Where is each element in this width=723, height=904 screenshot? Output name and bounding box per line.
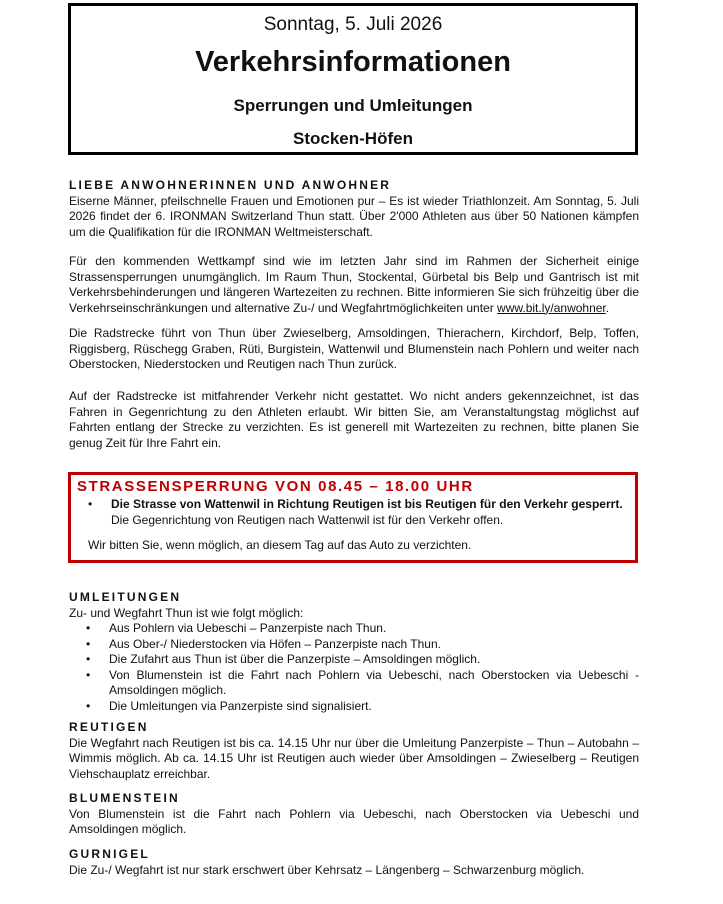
bullet-icon: • [86,667,91,682]
closure-title: STRASSENSPERRUNG VON 08.45 – 18.00 UHR [77,478,474,495]
reutigen-section [69,720,639,782]
intro-paragraph-2 [69,254,639,316]
intro-section [69,178,639,240]
bullet-icon: • [86,621,91,635]
event-date: Sonntag, 5. Juli 2026 [263,14,443,35]
intro-heading: LIEBE ANWOHNERINNEN UND ANWOHNER [69,178,392,192]
gurnigel-heading: GURNIGEL [69,847,150,861]
detours-heading: UMLEITUNGEN [69,590,182,604]
closure-item [71,497,631,528]
intro-paragraph-4: Auf der Radstrecke ist mitfahrender Verkehr nicht gestattet. Wo nicht anders gekennzeichnet, ist das Fahren in Gegenrichtung zu den Athleten erlaubt. Wir bitten Sie, am Veranstaltungstag möglichst auf Fahrten entlang der Strecke zu verzichten. Es ist generell mit Wartezeiten zu rechnen, bitte planen Sie genug Zeit für Ihre Fahrt ein. [69,389,639,450]
bullet-icon: • [86,636,91,651]
bullet-icon: • [88,497,93,511]
detours-intro: Zu- und Wegfahrt Thun ist wie folgt möglich: [69,605,304,620]
reutigen-text: Die Wegfahrt nach Reutigen ist bis ca. 14.15 Uhr nur über die Umleitung Panzerpiste – Thun – Autobahn – Wimmis möglich. Ab ca. 14.15 Uhr ist Reutigen auch wieder über Amsoldingen – Zwieselberg – Reutigen Viehschauplatz erreichbar. [69,735,639,781]
gurnigel-text: Die Zu-/ Wegfahrt ist nur stark erschwert über Kehrsatz – Längenberg – Schwarzenburg möglich. [69,862,585,877]
closure-normal-text: Die Gegenrichtung von Reutigen nach Wattenwil ist für den Verkehr offen. [111,512,504,527]
anwohner-link[interactable]: www.bit.ly/anwohner [497,300,606,315]
list-item: • Die Umleitungen via Panzerpiste sind signalisiert. [86,698,372,713]
page-subtitle: Sperrungen und Umleitungen [233,96,473,115]
reutigen-heading: REUTIGEN [69,720,149,734]
list-item: • Aus Ober-/ Niederstocken via Höfen – Panzerpiste nach Thun. [86,636,441,651]
intro-paragraph-3: Die Radstrecke führt von Thun über Zwieselberg, Amsoldingen, Thierachern, Kirchdorf, Belp, Toffen, Riggisberg, Rüschegg Graben, Rüti, Burgistein, Wattenwil und Blumenstein nach Pohlern und weiter nach Oberstocken, Niederstocken und Reutigen nach Thun zurück. [69,326,639,371]
list-item: • Die Zufahrt aus Thun ist über die Panzerpiste – Amsoldingen möglich. [86,652,481,666]
blumenstein-section [69,791,639,838]
list-item: • Von Blumenstein ist die Fahrt nach Pohlern via Uebeschi, nach Oberstocken via Uebeschi - Amsoldingen möglich. [86,667,639,697]
detours-section [69,590,639,714]
gurnigel-section [69,847,639,878]
closure-bold-text: Die Strasse von Wattenwil in Richtung Reutigen ist bis Reutigen für den Verkehr gesperrt. [111,497,623,511]
closure-note: Wir bitten Sie, wenn möglich, an diesem Tag auf das Auto zu verzichten. [88,538,472,552]
list-item: • Aus Pohlern via Uebeschi – Panzerpiste nach Thun. [86,621,387,635]
closure-alert-box [68,472,638,563]
location-title: Stocken-Höfen [293,129,413,148]
bullet-icon: • [86,698,91,713]
bullet-icon: • [86,652,91,666]
closure-list [71,497,631,528]
title-box [68,3,638,155]
intro-paragraph-1: Eiserne Männer, pfeilschnelle Frauen und Emotionen pur – Es ist wieder Triathlonzeit. Am Sonntag, 5. Juli 2026 findet der 6. IRONMAN Switzerland Thun statt. Über 2'000 Athleten aus über 50 Nationen kämpfen um die Qualifikation für die IRONMAN Weltmeisterschaft. [69,193,639,239]
page-title: Verkehrsinformationen [195,46,511,78]
blumenstein-text: Von Blumenstein ist die Fahrt nach Pohlern via Uebeschi, nach Oberstocken via Uebeschi und Amsoldingen möglich. [69,806,639,836]
intro-paragraph-2-text: Für den kommenden Wettkampf sind wie im letzten Jahr sind im Rahmen der Sicherheit einige Strassensperrungen unumgänglich. Im Raum Thun, Stockental, Gürbetal bis Belp und Gantrisch ist mit Verkehrsbehinderungen und längeren Wartezeiten zu rechnen. Bitte informieren Sie sich frühzeitig über die Verkehrseinschränkungen und alternative Zu-/ und Wegfahrtmöglichkeiten unter [69,254,639,315]
detours-list [69,621,639,714]
intro-paragraph-2-end: . [605,300,610,315]
blumenstein-heading: BLUMENSTEIN [69,791,180,805]
